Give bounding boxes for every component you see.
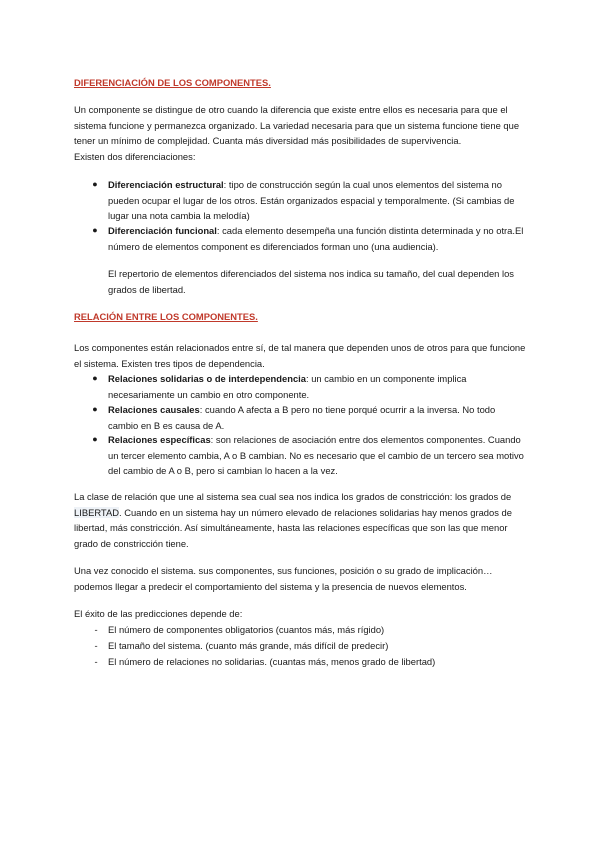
paragraph-intro-relacion: Los componentes están relacionados entre sí, de tal manera que dependen unos de otros para que funcione el sistema. Existen tres tipos de dependencia. <box>74 342 526 369</box>
paragraph-intro-diferenciacion: Un componente se distingue de otro cuando la diferencia que existe entre ellos es necesaria para que el sistema funcione y permanezca organizado. La variedad necesaria para que un sistema funcione tiene que tener un mínimo de complejidad. Cuanta más diversidad más posibilidades de supervivencia. <box>74 104 520 147</box>
bullet-dot: ● <box>92 179 98 189</box>
definition: : un cambio en un componente implica necesariamente un cambio en otro componente. <box>108 373 467 400</box>
paragraph-prediccion: Una vez conocido el sistema. sus componentes, sus funciones, posición o su grado de implicación… podemos llegar a predecir el comportamiento del sistema y la presencia de nuevos elementos. <box>74 565 493 592</box>
bullet-dot: ● <box>92 225 98 235</box>
term: Relaciones específicas <box>108 434 211 445</box>
definition: : cuando A afecta a B pero no tiene porqué ocurrir a la inversa. No todo cambio en B es causa de A. <box>108 404 496 431</box>
list-item-diferenciacion-funcional <box>108 223 526 254</box>
dash-marker: - <box>94 640 98 651</box>
text-after: . Cuando en un sistema hay un número elevado de relaciones solidarias hay menos grados de libertad, más constricción. Así simultáneamente, hasta las relaciones específicas que son las que menor grado de constricción tiene. <box>74 506 512 550</box>
definition: : son relaciones de asociación entre dos elementos componentes. Cuando un tercer elemento cambia, A o B cambian. No es necesario que el cambio de un tercero sea motivo del cambio de A o B, pero si cambian lo hacen a la vez. <box>108 434 524 477</box>
section-heading-diferenciacion: DIFERENCIACIÓN DE LOS COMPONENTES. <box>74 77 271 88</box>
term: Relaciones causales <box>108 404 200 415</box>
highlighted-term: LIBERTAD <box>74 506 119 518</box>
paragraph-lead-diferenciaciones: Existen dos diferenciaciones: <box>74 151 196 162</box>
list-item-relaciones-solidarias <box>108 371 526 402</box>
bullet-dot: ● <box>92 434 98 444</box>
definition: : tipo de construcción según la cual unos elementos del sistema no pueden ocupar el lugar de los otros. Están organizados espacial y temporalmente. (Si cambias de lugar una nota cambia la melodía) <box>108 179 515 222</box>
list-item-prediccion: El número de componentes obligatorios (cuantos más, más rígido) <box>108 624 385 635</box>
list-item-relaciones-causales <box>108 402 526 433</box>
paragraph-grados-libertad <box>74 489 526 552</box>
list-item-relaciones-especificas <box>108 432 526 479</box>
paragraph-repertorio: El repertorio de elementos diferenciados del sistema nos indica su tamaño, del cual dependen los grados de libertad. <box>108 268 514 295</box>
term: Diferenciación estructural <box>108 179 224 190</box>
list-item-diferenciacion-estructural <box>108 177 526 224</box>
text-before: La clase de relación que une al sistema sea cual sea nos indica los grados de constricción: los grados de <box>74 491 512 502</box>
bullet-dot: ● <box>92 373 98 383</box>
dash-marker: - <box>94 656 98 667</box>
list-item-prediccion: El número de relaciones no solidarias. (cuantas más, menos grado de libertad) <box>108 656 436 667</box>
paragraph-predicciones-lead: El éxito de las predicciones depende de: <box>74 608 243 619</box>
term: Relaciones solidarias o de interdependencia <box>108 373 306 384</box>
term: Diferenciación funcional <box>108 225 217 236</box>
bullet-dot: ● <box>92 404 98 414</box>
dash-marker: - <box>94 624 98 635</box>
list-item-prediccion: El tamaño del sistema. (cuanto más grande, más difícil de predecir) <box>108 640 389 651</box>
section-heading-relacion: RELACIÓN ENTRE LOS COMPONENTES. <box>74 311 258 322</box>
definition: : cada elemento desempeña una función distinta determinada y no otra.El número de elementos component es diferenciados forman uno (una audiencia). <box>108 225 524 252</box>
